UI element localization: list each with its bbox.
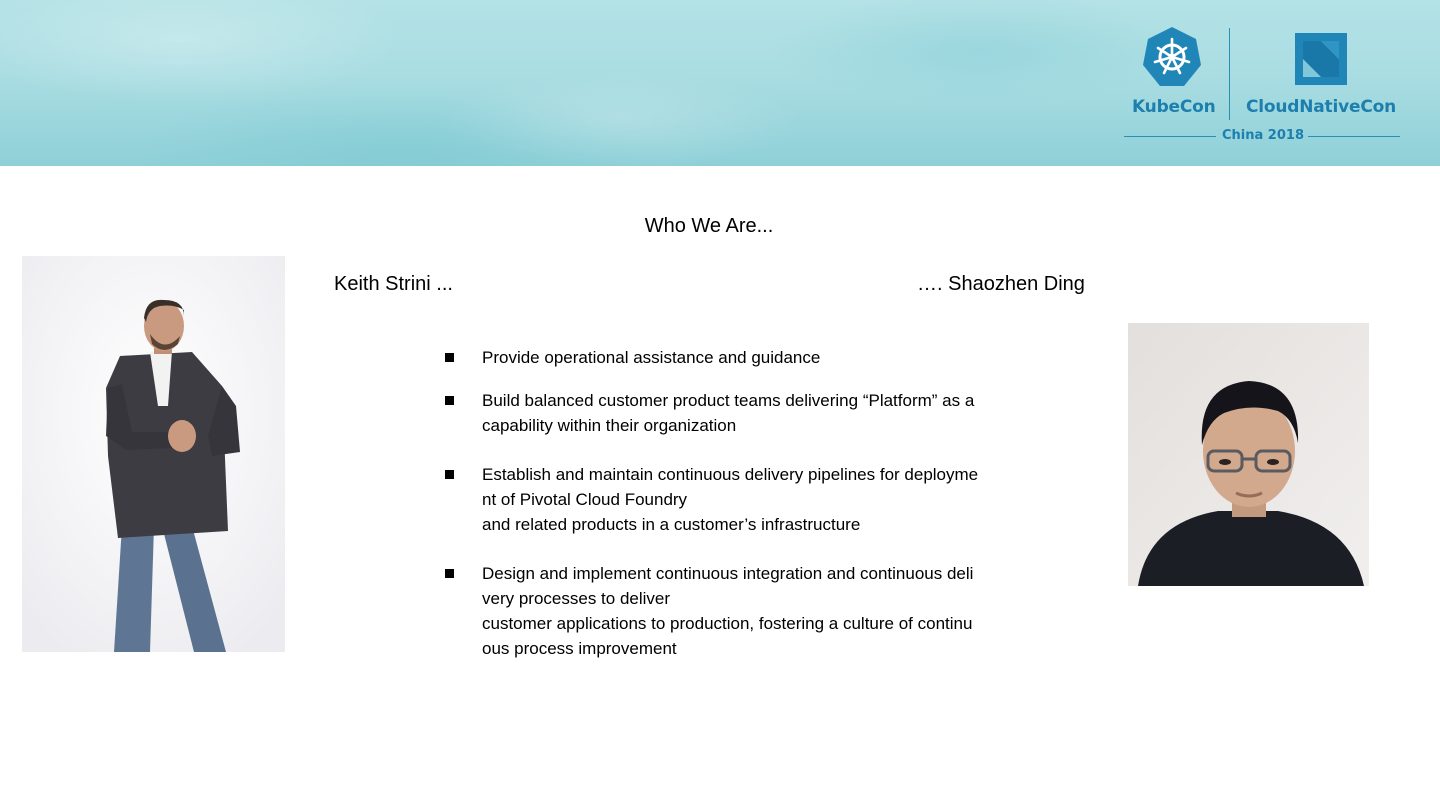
- presenter-name-left: Keith Strini ...: [334, 273, 453, 295]
- bullet-list: [444, 345, 1024, 685]
- bullet-line: ous process improvement: [482, 639, 677, 658]
- slide-title: Who We Are...: [644, 215, 774, 237]
- bullet-line: and related products in a customer’s infrastructure: [482, 515, 861, 534]
- bullet-line: capability within their organization: [482, 416, 737, 435]
- bullet-line: customer applications to production, fostering a culture of continu: [482, 614, 973, 633]
- presenter-photo-right: [1128, 323, 1369, 586]
- bullet-line: Build balanced customer product teams delivering “Platform” as a: [482, 391, 975, 410]
- bullet-square-icon: [445, 470, 454, 479]
- bullet-item: [444, 388, 1024, 438]
- bullet-line: very processes to deliver: [482, 589, 671, 608]
- bullet-square-icon: [445, 353, 454, 362]
- logo-rule-left: [1124, 136, 1216, 137]
- bullet-line: Design and implement continuous integration and continuous deli: [482, 564, 974, 583]
- bullet-square-icon: [445, 569, 454, 578]
- logo-cloudnativecon-text: CloudNativeCon: [1246, 97, 1396, 117]
- logo-kubecon-text: KubeCon: [1132, 97, 1216, 117]
- cncf-icon: [1294, 32, 1348, 86]
- logo-rule-right: [1308, 136, 1400, 137]
- bullet-line: Provide operational assistance and guidance: [482, 348, 821, 367]
- bullet-item: [444, 345, 1024, 370]
- bullet-item: [444, 462, 1024, 537]
- presenter-name-right: …. Shaozhen Ding: [917, 273, 1085, 295]
- presenter-photo-left: [22, 256, 285, 652]
- conference-logo: [1120, 20, 1410, 150]
- kubernetes-helm-icon: [1142, 26, 1202, 88]
- logo-divider: [1229, 28, 1230, 120]
- logo-event-text: China 2018: [1222, 128, 1304, 143]
- header-banner: [0, 0, 1440, 166]
- bullet-line: Establish and maintain continuous delivery pipelines for deployme: [482, 465, 979, 484]
- bullet-line: nt of Pivotal Cloud Foundry: [482, 490, 688, 509]
- bullet-square-icon: [445, 396, 454, 405]
- bullet-item: [444, 561, 1024, 661]
